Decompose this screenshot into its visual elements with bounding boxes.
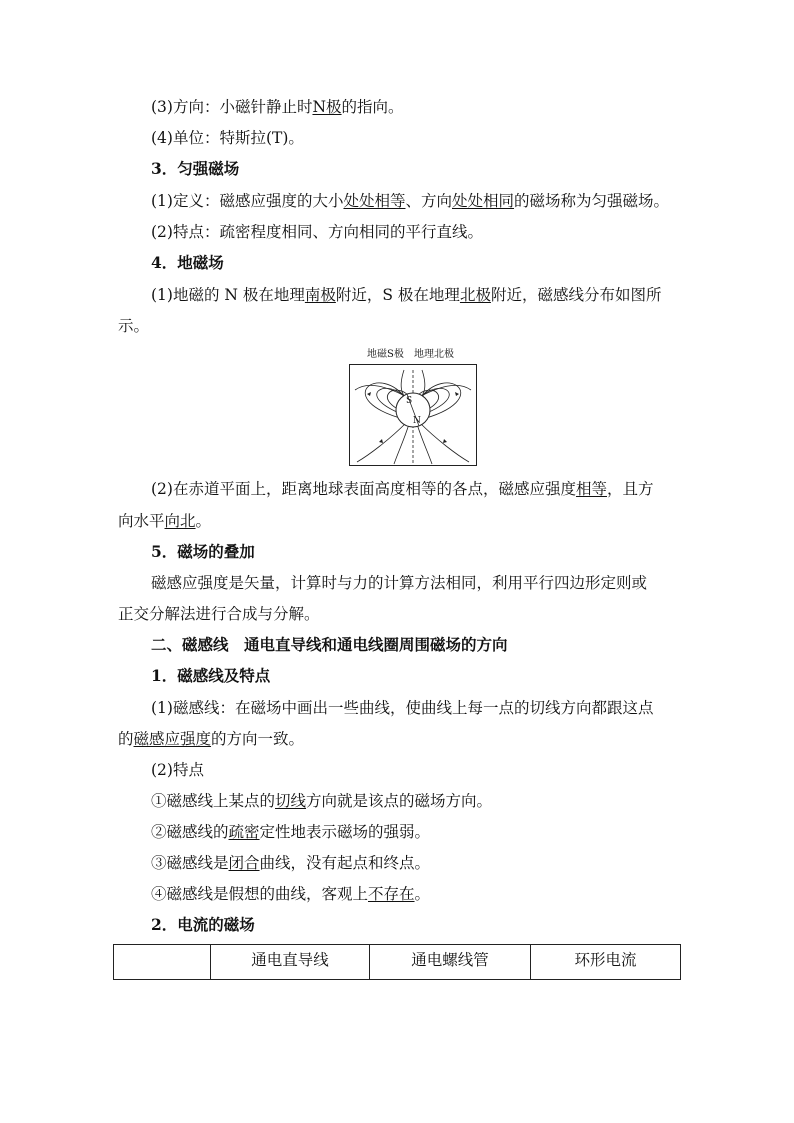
line-features-title: (2)特点 xyxy=(151,761,204,779)
line-feature-4: ④磁感线是假想的曲线，客观上不存在。 xyxy=(151,885,431,903)
table-header-row xyxy=(114,945,681,980)
underlined-term: 相等 xyxy=(575,480,607,498)
geomagnetic-field-figure xyxy=(349,350,477,466)
table-header-cell: 通电螺线管 xyxy=(370,945,531,980)
underlined-term: 磁感应强度 xyxy=(133,730,212,748)
table-header-cell: 通电直导线 xyxy=(211,945,370,980)
heading-superposition: 5．磁场的叠加 xyxy=(151,542,255,561)
line-vector: 磁感应强度是矢量，计算时与力的计算方法相同，利用平行四边形定则或 xyxy=(151,574,648,592)
figure-label-geographic-north: 地理北极 xyxy=(414,349,454,360)
line-equator: (2)在赤道平面上，距离地球表面高度相等的各点，磁感应强度相等，且方 xyxy=(151,480,654,498)
pole-s-label: S xyxy=(406,396,413,406)
pole-n-label: N xyxy=(413,416,421,426)
line-feature: (2)特点：疏密程度相同、方向相同的平行直线。 xyxy=(151,223,483,241)
heading-field-lines: 1．磁感线及特点 xyxy=(151,666,271,685)
underlined-term: 切线 xyxy=(275,792,307,810)
underlined-term: 北极 xyxy=(459,286,491,304)
line-continuation: 示。 xyxy=(118,317,150,335)
line-vector-cont: 正交分解法进行合成与分解。 xyxy=(118,605,320,623)
line-unit: (4)单位：特斯拉(T)。 xyxy=(151,129,304,147)
figure-label-geomagnetic-s: 地磁S极 xyxy=(367,349,404,360)
underlined-term: 闭合 xyxy=(228,854,260,872)
heading-uniform-field: 3．匀强磁场 xyxy=(151,159,240,178)
table-header-cell: 环形电流 xyxy=(531,945,681,980)
underlined-term: 南极 xyxy=(304,286,336,304)
line-definition: (1)定义：磁感应强度的大小处处相等、方向处处相同的磁场称为匀强磁场。 xyxy=(151,192,670,210)
underlined-term: 处处相等 xyxy=(343,192,406,210)
current-field-table xyxy=(113,944,681,980)
heading-current-field: 2．电流的磁场 xyxy=(151,915,255,934)
line-direction-north: 向水平向北。 xyxy=(118,512,212,530)
line-field-line-def: (1)磁感线：在磁场中画出一些曲线，使曲线上每一点的切线方向都跟这点 xyxy=(151,699,654,717)
heading-geomagnetic-field: 4．地磁场 xyxy=(151,253,224,272)
line-feature-2: ②磁感线的疏密定性地表示磁场的强弱。 xyxy=(151,823,431,841)
line-feature-3: ③磁感线是闭合曲线，没有起点和终点。 xyxy=(151,854,431,872)
underlined-term: 向北 xyxy=(164,512,196,530)
underlined-term: 不存在 xyxy=(368,885,415,903)
underlined-term: 处处相同 xyxy=(452,192,515,210)
underlined-term: N极 xyxy=(312,98,342,116)
table-header-cell xyxy=(114,945,211,980)
line-geomagnetic-poles: (1)地磁的 N 极在地理南极附近，S 极在地理北极附近，磁感线分布如图所 xyxy=(151,286,662,304)
underlined-term: 疏密 xyxy=(228,823,260,841)
line-direction: (3)方向：小磁针静止时N极的指向。 xyxy=(151,98,404,116)
heading-section-two: 二、磁感线 通电直导线和通电线圈周围磁场的方向 xyxy=(151,635,508,654)
line-feature-1: ①磁感线上某点的切线方向就是该点的磁场方向。 xyxy=(151,792,493,810)
line-field-line-def-cont: 的磁感应强度的方向一致。 xyxy=(118,730,305,748)
